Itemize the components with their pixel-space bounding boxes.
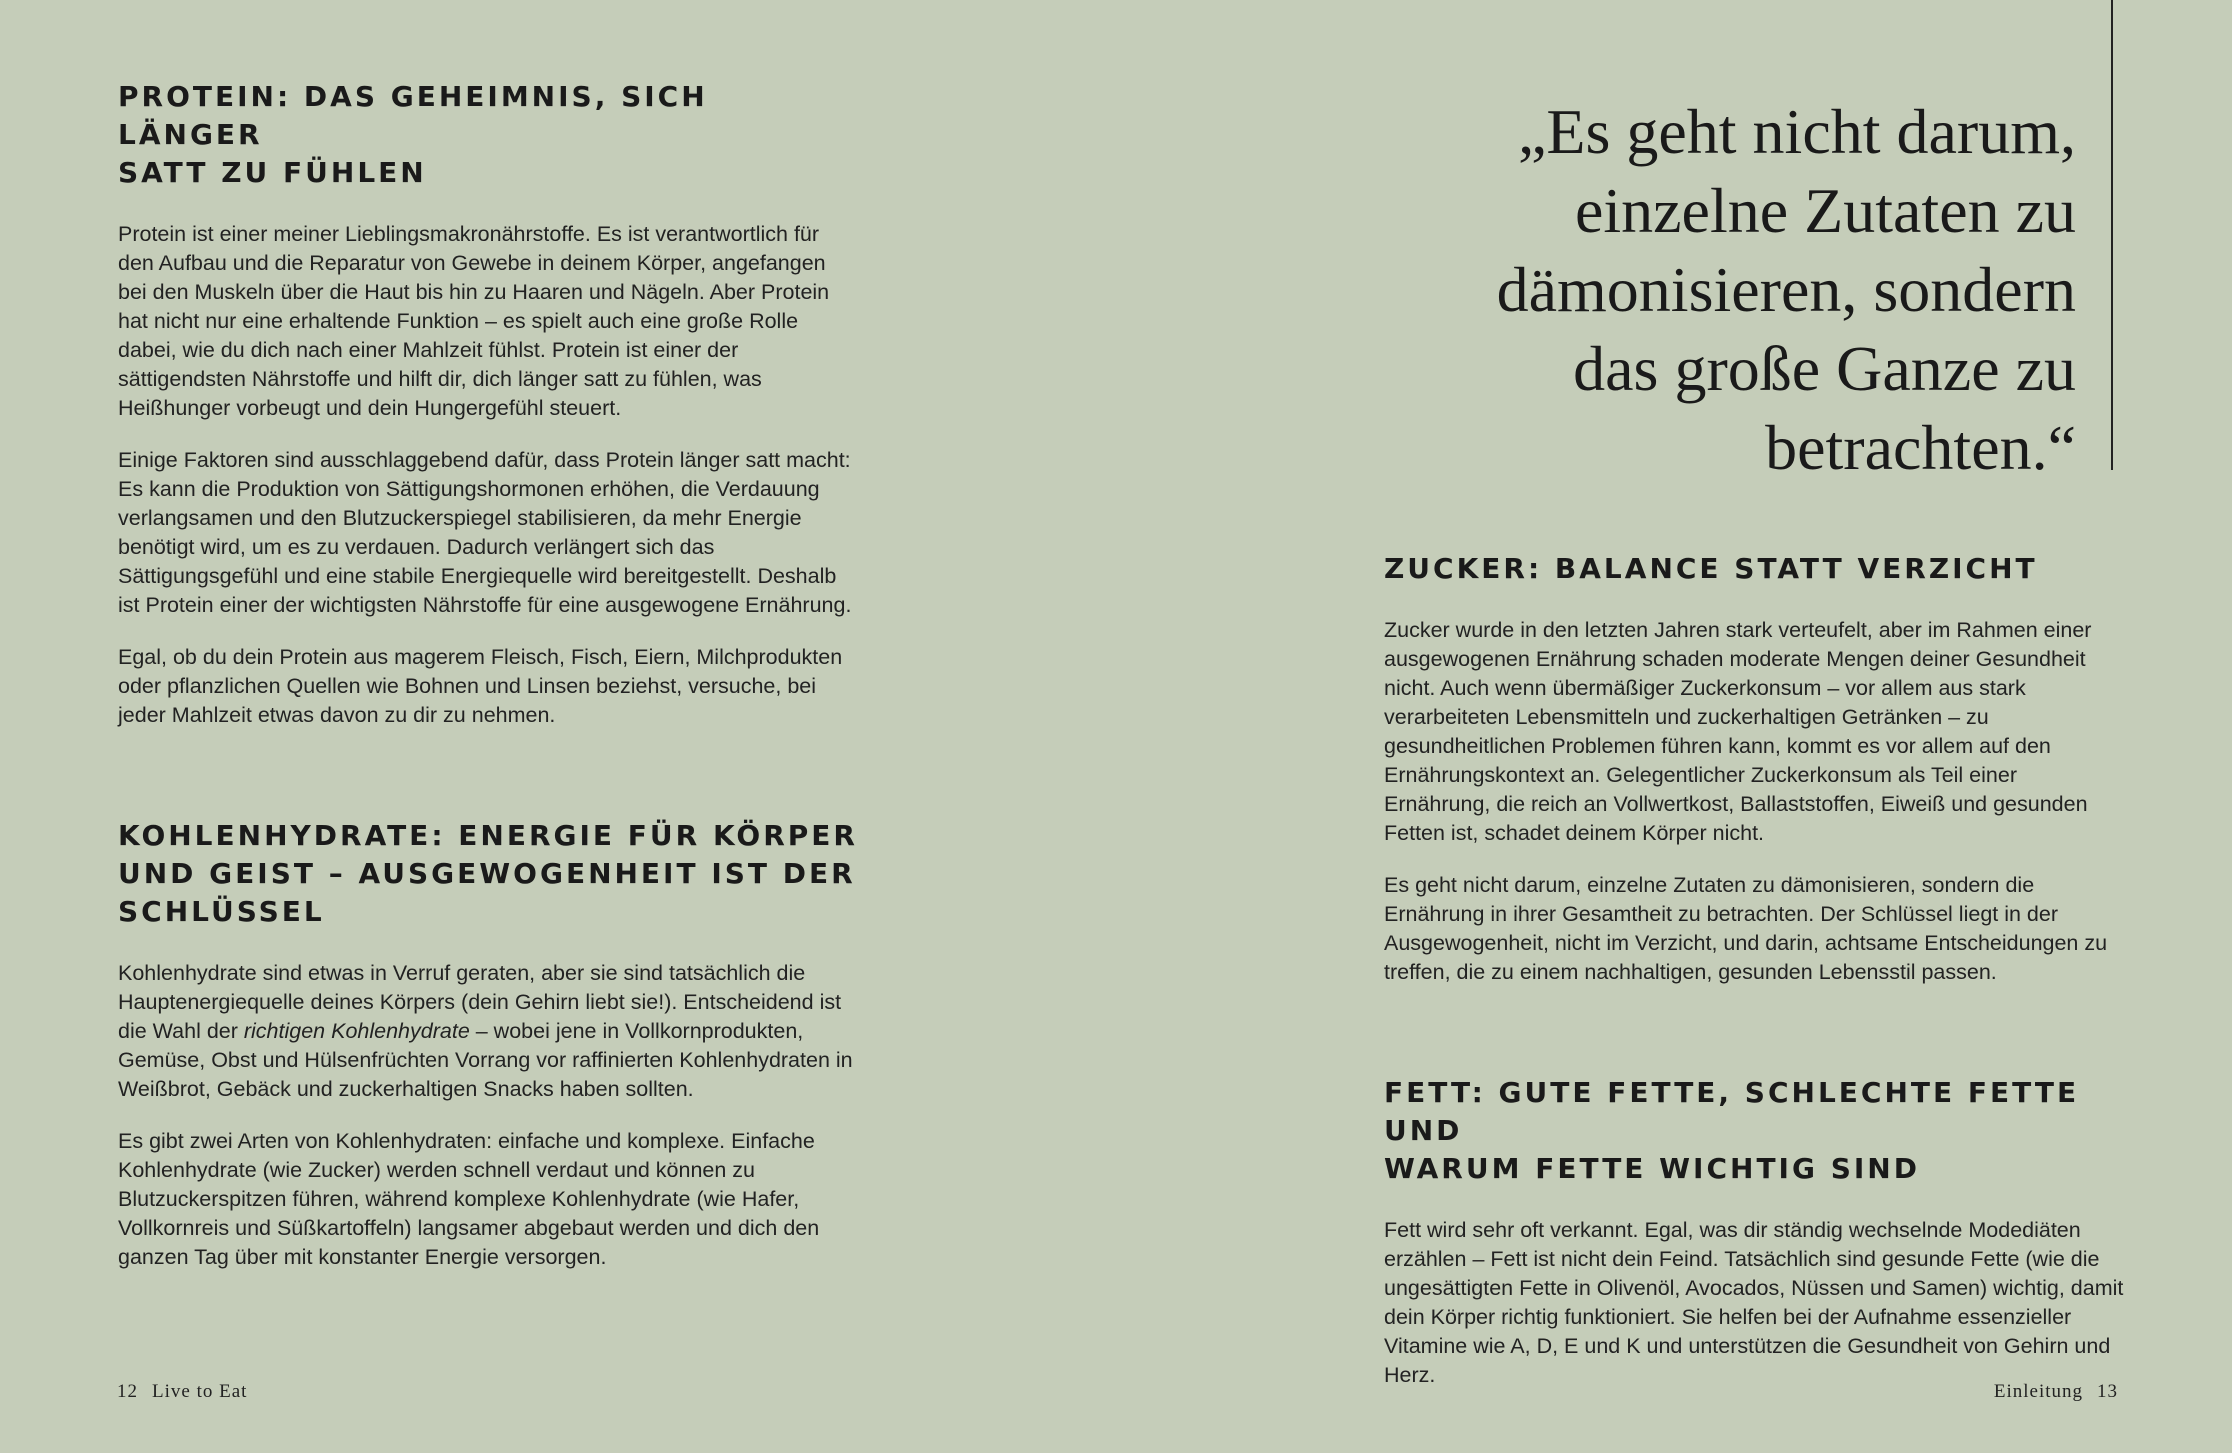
pull-quote-line-2: einzelne Zutaten zu <box>1574 175 2076 246</box>
right-page-column <box>1384 550 2124 1413</box>
carbs-paragraph-2: Es gibt zwei Arten von Kohlenhydraten: einfache und komplexe. Einfache Kohlenhydrate (wie Zucker) werden schnell verdaut und können zu Blutzuckerspitzen führen, während komplexe Kohlenhydrate (wie Hafer, Vollkornreis und Süßkartoffeln) langsamer abgebaut werden und dich den ganzen Tag über mit konstanter Energie versorgen. <box>118 1129 820 1269</box>
quote-rule <box>2111 0 2113 470</box>
pull-quote <box>1316 92 2076 487</box>
fat-heading-line-1: FETT: GUTE FETTE, SCHLECHTE FETTE UND <box>1384 1076 2080 1147</box>
left-page-column <box>118 78 858 1295</box>
protein-heading-line-1: PROTEIN: DAS GEHEIMNIS, SICH LÄNGER <box>118 80 708 151</box>
sugar-heading: ZUCKER: BALANCE STATT VERZICHT <box>1384 552 2038 585</box>
fat-heading <box>1384 1074 2124 1188</box>
protein-paragraph-2: Einige Faktoren sind ausschlaggebend dafür, dass Protein länger satt macht: Es kann die Produktion von Sättigungshormonen erhöhen, die Verdauung verlangsamen und den Blutzuckerspiegel stabilisieren, da mehr Energie benötigt wird, um es zu verdauen. Dadurch verlängert sich das Sättigungsgefühl und eine stabile Energiequelle wird bereitgestellt. Deshalb ist Protein einer der wichtigsten Nährstoffe für eine ausgewogene Ernährung. <box>118 448 852 617</box>
pull-quote-line-3: dämonisieren, sondern <box>1496 254 2076 325</box>
right-page-footer <box>1994 1381 2118 1403</box>
right-page-number: 13 <box>2097 1381 2118 1402</box>
pull-quote-line-1: „Es geht nicht darum, <box>1517 96 2076 167</box>
fat-heading-line-2: WARUM FETTE WICHTIG SIND <box>1384 1152 1920 1185</box>
fat-paragraph-1: Fett wird sehr oft verkannt. Egal, was dir ständig wechselnde Modediäten erzählen – Fett ist nicht dein Feind. Tatsächlich sind gesunde Fette (wie die ungesättigten Fette in Olivenöl, Avocados, Nüssen und Samen) wichtig, damit dein Körper richtig funktioniert. Sie helfen bei der Aufnahme essenzieller Vitamine wie A, D, E und K und unterstützen die Gesundheit von Gehirn und Herz. <box>1384 1218 2124 1387</box>
carbs-heading <box>118 817 858 931</box>
protein-paragraph-3: Egal, ob du dein Protein aus magerem Fleisch, Fisch, Eiern, Milchprodukten oder pflanzlichen Quellen wie Bohnen und Linsen beziehst, versuche, bei jeder Mahlzeit etwas davon zu dir zu nehmen. <box>118 645 843 727</box>
right-running-title: Einleitung <box>1993 1381 2083 1402</box>
left-page-number: 12 <box>117 1381 138 1402</box>
protein-heading-line-2: SATT ZU FÜHLEN <box>118 156 427 189</box>
carbs-heading-line-3: SCHLÜSSEL <box>118 895 325 928</box>
sugar-paragraph-2: Es geht nicht darum, einzelne Zutaten zu dämonisieren, sondern die Ernährung in ihrer Gesamtheit zu betrachten. Der Schlüssel liegt in der Ausgewogenheit, nicht im Verzicht, und darin, achtsame Entscheidungen zu treffen, die zu einem nachhaltigen, gesunden Lebensstil passen. <box>1384 873 2108 984</box>
left-running-title: Live to Eat <box>152 1381 248 1402</box>
sugar-paragraph-1: Zucker wurde in den letzten Jahren stark verteufelt, aber im Rahmen einer ausgewogenen Ernährung schaden moderate Mengen deiner Gesundheit nicht. Auch wenn übermäßiger Zuckerkonsum – vor allem aus stark verarbeiteten Lebensmitteln und zuckerhaltigen Getränken – zu gesundheitlichen Problemen führen kann, kommt es vor allem auf den Ernährungskontext an. Gelegentlicher Zuckerkonsum als Teil einer Ernährung, die reich an Vollwertkost, Ballaststoffen, Eiweiß und gesunden Fetten ist, schadet deinem Körper nicht. <box>1384 618 2092 845</box>
protein-paragraph-1: Protein ist einer meiner Lieblingsmakronährstoffe. Es ist verantwortlich für den Aufbau und die Reparatur von Gewebe in deinem Körper, angefangen bei den Muskeln über die Haut bis hin zu Haaren und Nägeln. Aber Protein hat nicht nur eine erhaltende Funktion – es spielt auch eine große Rolle dabei, wie du dich nach einer Mahlzeit fühlst. Protein ist einer der sättigendsten Nährstoffe und hilft dir, dich länger satt zu fühlen, was Heißhunger vorbeugt und dein Hungergefühl steuert. <box>118 222 830 420</box>
left-page-footer <box>117 1381 247 1403</box>
carbs-paragraph-1-text-a: Kohlenhydrate sind etwas in Verruf geraten, aber sie sind tatsächlich die Hauptenergiequelle deines Körpers (dein Gehirn liebt sie!). Entscheidend ist die Wahl der <box>118 961 842 1043</box>
carbs-heading-line-1: KOHLENHYDRATE: ENERGIE FÜR KÖRPER <box>118 819 858 852</box>
carbs-paragraph-1 <box>118 959 858 1104</box>
carbs-paragraph-1-emphasis: richtigen Kohlenhydrate <box>243 1019 470 1043</box>
carbs-paragraph-1-text-b: – wobei jene in Vollkornprodukten, Gemüse, Obst und Hülsenfrüchten Vorrang vor raffinierten Kohlenhydraten in Weißbrot, Gebäck und zuckerhaltigen Snacks haben sollten. <box>118 1019 853 1101</box>
pull-quote-line-5: betrachten.“ <box>1765 412 2076 483</box>
carbs-heading-line-2: UND GEIST – AUSGEWOGENHEIT IST DER <box>118 857 856 890</box>
pull-quote-line-4: das große Ganze zu <box>1573 333 2076 404</box>
protein-heading <box>118 78 858 192</box>
